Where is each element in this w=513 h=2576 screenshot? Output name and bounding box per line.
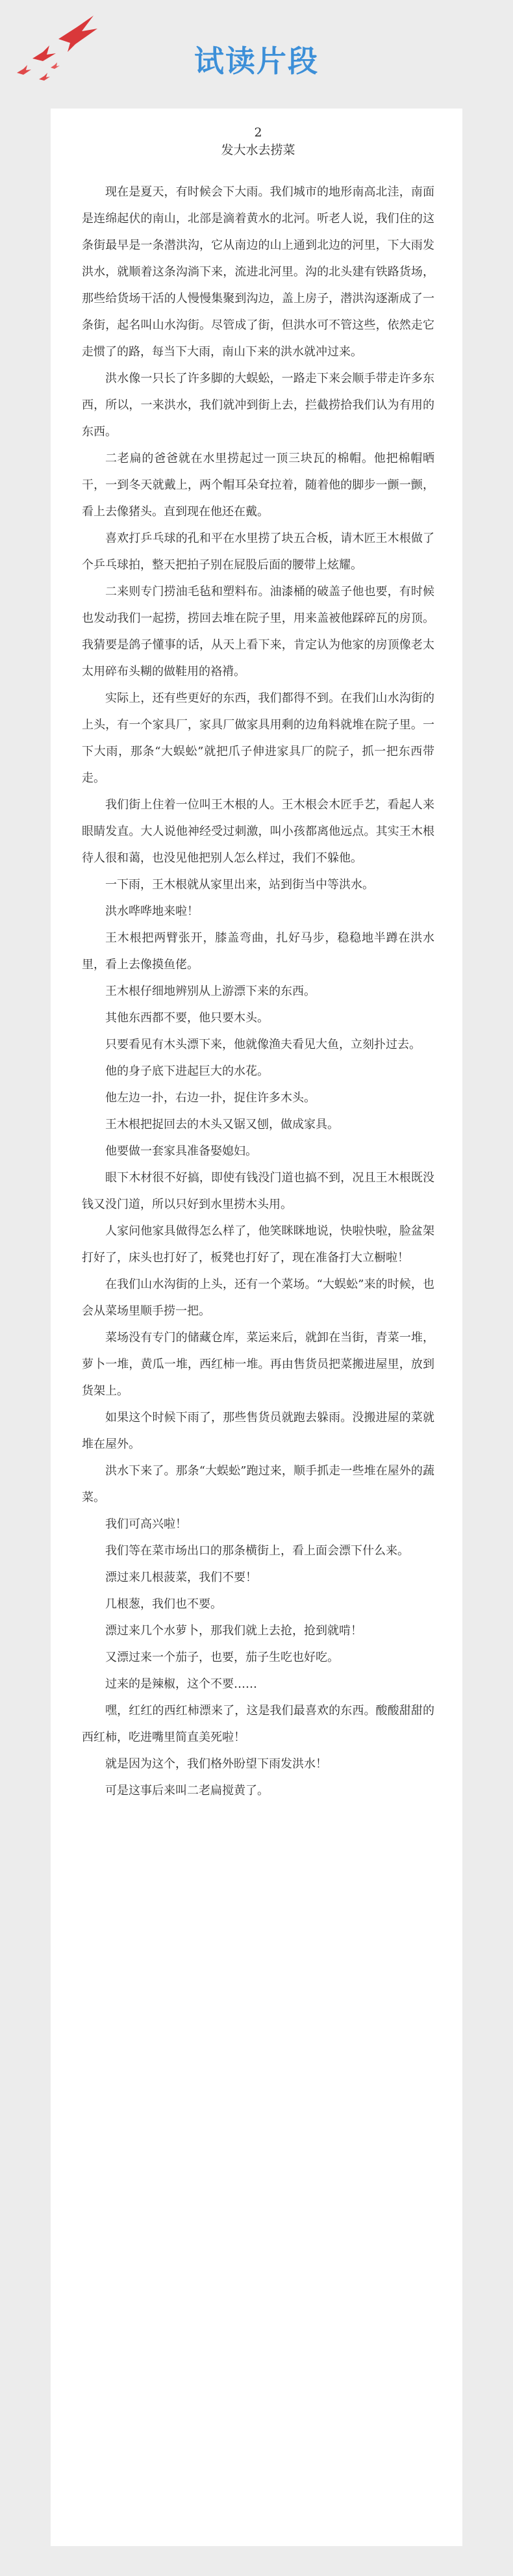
paragraph: 几根葱，我们也不要。 (105, 1597, 222, 1611)
paragraph: 如果这个时候下雨了，那些售货员就跑去躲雨。没搬进屋的菜就堆在屋外。 (82, 1411, 434, 1451)
paragraph: 人家问他家具做得怎么样了，他笑眯眯地说，快啦快啦，脸盆架打好了，床头也打好了，板凳也打好了，现在准备打大立橱啦！ (82, 1224, 434, 1265)
paragraph: 王木根把两臂张开，膝盖弯曲，扎好马步，稳稳地半蹲在洪水里，看上去像摸鱼佬。 (82, 931, 434, 972)
paragraph: 二来则专门捞油毛毡和塑料布。油漆桶的破盖子他也要，有时候也发动我们一起捞，捞回去堆在院子里，用来盖被他踩碎瓦的房顶。我猜要是鸽子懂事的话，从天上看下来，肯定认为他家的房顶像老太太用碎布头糊的做鞋用的袼褙。 (82, 585, 434, 678)
paragraph: 漂过来几个水萝卜，那我们就上去抢，抢到就啃！ (105, 1624, 362, 1638)
paragraph: 洪水哗哗地来啦！ (105, 905, 199, 918)
banner-title: 试读片段 (194, 44, 319, 79)
header-banner (0, 0, 513, 97)
excerpt-page (51, 109, 462, 2546)
paragraph: 我们可高兴啦！ (105, 1517, 187, 1531)
paragraph: 嘿，红红的西红柿漂来了，这是我们最喜欢的东西。酸酸甜甜的西红柿，吃进嘴里简直美死啦！ (82, 1704, 434, 1744)
excerpt-body (82, 179, 434, 1804)
paragraph: 眼下木材很不好搞，即使有钱没门道也搞不到，况且王木根既没钱又没门道，所以只好到水里捞木头用。 (82, 1171, 434, 1211)
paragraph: 他左边一扑，右边一扑，捉住许多木头。 (105, 1091, 316, 1105)
paragraph: 可是这事后来叫二老扁搅黄了。 (105, 1784, 269, 1797)
paragraph: 实际上，还有些更好的东西，我们都得不到。在我们山水沟街的上头，有一个家具厂，家具厂做家具用剩的边角料就堆在院子里。一下大雨，那条“大蜈蚣”就把爪子伸进家具厂的院子，抓一把东西带走。 (82, 691, 434, 785)
paragraph: 我们等在菜市场出口的那条横街上，看上面会漂下什么来。 (105, 1544, 409, 1558)
paragraph: 我们街上住着一位叫王木根的人。王木根会木匠手艺，看起人来眼睛发直。大人说他神经受过刺激，叫小孩都离他远点。其实王木根待人很和蔼，也没见他把别人怎么样过，我们不躲他。 (82, 798, 434, 865)
paragraph: 喜欢打乒乓球的孔和平在水里捞了块五合板，请木匠王木根做了个乒乓球拍，整天把拍子别在屁股后面的腰带上炫耀。 (82, 532, 434, 572)
paragraph: 就是因为这个，我们格外盼望下雨发洪水！ (105, 1757, 327, 1771)
paragraph: 现在是夏天，有时候会下大雨。我们城市的地形南高北洼，南面是连绵起伏的南山，北部是滴着黄水的北河。听老人说，我们住的这条街最早是一条潜洪沟，它从南边的山上通到北边的河里，下大雨发洪水，就顺着这条沟淌下来，流进北河里。沟的北头建有铁路货场，那些给货场干活的人慢慢集聚到沟边，盖上房子，潜洪沟逐渐成了一条街，起名叫山水沟街。尽管成了街，但洪水可不管这些，依然走它走惯了的路，每当下大雨，南山下来的洪水就冲过来。 (82, 185, 434, 359)
paragraph: 他的身子底下进起巨大的水花。 (105, 1064, 269, 1078)
paragraph: 在我们山水沟街的上头，还有一个菜场。“大蜈蚣”来的时候，也会从菜场里顺手捞一把。 (82, 1278, 434, 1318)
paragraph: 洪水像一只长了许多脚的大蜈蚣，一路走下来会顺手带走许多东西，所以，一来洪水，我们就冲到街上去，拦截捞拾我们认为有用的东西。 (82, 372, 434, 439)
paragraph: 一下雨，王木根就从家里出来，站到街当中等洪水。 (105, 878, 374, 892)
paragraph: 只要看见有木头漂下来，他就像渔夫看见大鱼，立刻扑过去。 (105, 1038, 421, 1051)
chapter-number: 2 (254, 125, 262, 140)
paragraph: 他要做一套家具准备娶媳妇。 (105, 1144, 257, 1158)
paragraph: 菜场没有专门的储藏仓库，菜运来后，就卸在当街，青菜一堆，萝卜一堆，黄瓜一堆，西红柿一堆。再由售货员把菜搬进屋里，放到货架上。 (82, 1331, 434, 1398)
paragraph: 漂过来几根菠菜，我们不要！ (105, 1571, 257, 1584)
paragraph: 王木根仔细地辨别从上游漂下来的东西。 (105, 985, 316, 998)
paragraph: 又漂过来一个茄子，也要，茄子生吃也好吃。 (105, 1651, 339, 1664)
paragraph: 二老扁的爸爸就在水里捞起过一顶三块瓦的棉帽。他把棉帽晒干，一到冬天就戴上，两个帽耳朵耷拉着，随着他的脚步一颤一颤，看上去像猪头。直到现在他还在戴。 (82, 452, 434, 519)
paragraph: 王木根把捉回去的木头又锯又刨，做成家具。 (105, 1118, 339, 1131)
chapter-title: 发大水去捞菜 (221, 143, 295, 157)
paragraph: 过来的是辣椒，这个不要…… (105, 1677, 257, 1691)
paragraph: 其他东西都不要，他只要木头。 (105, 1011, 269, 1025)
paragraph: 洪水下来了。那条“大蜈蚣”跑过来，顺手抓走一些堆在屋外的蔬菜。 (82, 1464, 434, 1504)
